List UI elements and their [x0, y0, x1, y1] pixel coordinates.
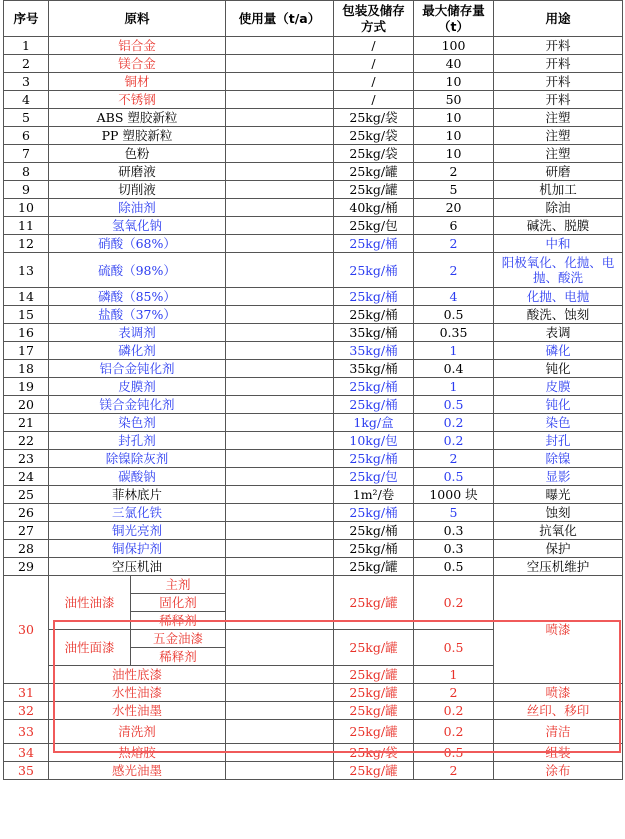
table-row	[4, 486, 623, 504]
usage-cell	[226, 576, 334, 630]
use-cell: 中和	[494, 235, 623, 253]
pack-cell: /	[334, 91, 414, 109]
table-row	[4, 576, 623, 594]
use-cell: 清洁	[494, 720, 623, 744]
use-cell: 开料	[494, 91, 623, 109]
material-cell: 硫酸（98%）	[49, 253, 226, 288]
row-no: 15	[4, 306, 49, 324]
use-cell: 注塑	[494, 109, 623, 127]
use-cell: 磷化	[494, 342, 623, 360]
usage-cell	[226, 91, 334, 109]
header-material: 原料	[49, 1, 226, 37]
oil-top-item: 五金油漆	[131, 630, 226, 648]
row-no: 17	[4, 342, 49, 360]
oil-paint-item: 主剂	[131, 576, 226, 594]
row-no: 9	[4, 181, 49, 199]
material-cell: 镁合金	[49, 55, 226, 73]
max-cell: 100	[414, 37, 494, 55]
table-row	[4, 378, 623, 396]
use-cell: 皮膜	[494, 378, 623, 396]
header-use: 用途	[494, 1, 623, 37]
usage-cell	[226, 450, 334, 468]
material-cell: 氢氧化钠	[49, 217, 226, 235]
max-cell: 0.5	[414, 468, 494, 486]
pack-cell: 10kg/包	[334, 432, 414, 450]
row-no: 28	[4, 540, 49, 558]
pack-cell: 25kg/桶	[334, 504, 414, 522]
max-cell: 0.4	[414, 360, 494, 378]
row-no: 3	[4, 73, 49, 91]
max-cell: 4	[414, 288, 494, 306]
use-cell: 蚀刻	[494, 504, 623, 522]
pack-cell: 25kg/罐	[334, 702, 414, 720]
use-cell: 钝化	[494, 396, 623, 414]
max-cell: 0.2	[414, 414, 494, 432]
max-cell: 0.3	[414, 540, 494, 558]
material-cell: ABS 塑胶新粒	[49, 109, 226, 127]
material-cell: 不锈钢	[49, 91, 226, 109]
use-cell: 喷漆	[494, 684, 623, 702]
use-cell: 表调	[494, 324, 623, 342]
usage-cell	[226, 73, 334, 91]
table-row	[4, 762, 623, 780]
max-cell: 2	[414, 235, 494, 253]
use-cell: 研磨	[494, 163, 623, 181]
row-no: 25	[4, 486, 49, 504]
table-row	[4, 468, 623, 486]
usage-cell	[226, 306, 334, 324]
max-cell: 2	[414, 762, 494, 780]
row-no: 35	[4, 762, 49, 780]
material-cell: 色粉	[49, 145, 226, 163]
usage-cell	[226, 235, 334, 253]
use-cell: 空压机维护	[494, 558, 623, 576]
material-cell: 除镍除灰剂	[49, 450, 226, 468]
material-cell: 磷化剂	[49, 342, 226, 360]
pack-cell: 1m²/卷	[334, 486, 414, 504]
use-cell: 曝光	[494, 486, 623, 504]
table-row	[4, 684, 623, 702]
max-cell: 0.2	[414, 432, 494, 450]
usage-cell	[226, 181, 334, 199]
header-no: 序号	[4, 1, 49, 37]
pack-cell: 25kg/罐	[334, 576, 414, 630]
max-cell: 2	[414, 684, 494, 702]
table-row	[4, 702, 623, 720]
use-cell: 机加工	[494, 181, 623, 199]
use-cell: 酸洗、蚀刻	[494, 306, 623, 324]
table-body-tail	[4, 684, 623, 780]
usage-cell	[226, 630, 334, 666]
pack-cell: 25kg/罐	[334, 684, 414, 702]
use-cell: 注塑	[494, 127, 623, 145]
max-cell: 0.2	[414, 720, 494, 744]
usage-cell	[226, 486, 334, 504]
usage-cell	[226, 432, 334, 450]
pack-cell: 35kg/桶	[334, 360, 414, 378]
table-row	[4, 432, 623, 450]
materials-table-wrapper	[3, 0, 622, 780]
row-no: 19	[4, 378, 49, 396]
material-cell: 水性油漆	[49, 684, 226, 702]
pack-cell: 40kg/桶	[334, 199, 414, 217]
row-no: 20	[4, 396, 49, 414]
max-cell: 5	[414, 504, 494, 522]
pack-cell: 25kg/袋	[334, 744, 414, 762]
use-cell: 碱洗、脱膜	[494, 217, 623, 235]
table-row	[4, 324, 623, 342]
pack-cell: 25kg/桶	[334, 522, 414, 540]
row-no: 27	[4, 522, 49, 540]
row-no: 4	[4, 91, 49, 109]
pack-cell: 25kg/罐	[334, 720, 414, 744]
use-cell: 封孔	[494, 432, 623, 450]
row-no: 11	[4, 217, 49, 235]
oil-top-item: 稀释剂	[131, 648, 226, 666]
table-row	[4, 199, 623, 217]
max-cell: 0.5	[414, 744, 494, 762]
header-row	[4, 1, 623, 37]
material-cell: 热熔胶	[49, 744, 226, 762]
table-row	[4, 217, 623, 235]
table-row	[4, 288, 623, 306]
use-cell: 注塑	[494, 145, 623, 163]
material-cell: 感光油墨	[49, 762, 226, 780]
use-cell: 开料	[494, 37, 623, 55]
table-row	[4, 37, 623, 55]
material-cell: 铝合金钝化剂	[49, 360, 226, 378]
usage-cell	[226, 522, 334, 540]
row-no: 18	[4, 360, 49, 378]
row-no: 7	[4, 145, 49, 163]
max-cell: 0.3	[414, 522, 494, 540]
pack-cell: /	[334, 73, 414, 91]
max-cell: 1	[414, 666, 494, 684]
material-cell: 铝合金	[49, 37, 226, 55]
usage-cell	[226, 37, 334, 55]
oil-paint-item: 固化剂	[131, 594, 226, 612]
table-row	[4, 414, 623, 432]
row-no: 31	[4, 684, 49, 702]
material-cell: 水性油墨	[49, 702, 226, 720]
pack-cell: 25kg/袋	[334, 109, 414, 127]
max-cell: 0.5	[414, 396, 494, 414]
max-cell: 40	[414, 55, 494, 73]
materials-table	[3, 0, 623, 780]
max-cell: 2	[414, 163, 494, 181]
table-row	[4, 127, 623, 145]
max-cell: 10	[414, 109, 494, 127]
row-no: 6	[4, 127, 49, 145]
oil-paint-item: 稀释剂	[131, 612, 226, 630]
material-cell: 空压机油	[49, 558, 226, 576]
table-row	[4, 720, 623, 744]
usage-cell	[226, 145, 334, 163]
usage-cell	[226, 702, 334, 720]
pack-cell: 25kg/罐	[334, 630, 414, 666]
table-row	[4, 396, 623, 414]
pack-cell: 25kg/包	[334, 217, 414, 235]
max-cell: 2	[414, 253, 494, 288]
max-cell: 0.5	[414, 306, 494, 324]
use-cell: 染色	[494, 414, 623, 432]
table-row	[4, 91, 623, 109]
material-cell: 研磨液	[49, 163, 226, 181]
material-cell: 除油剂	[49, 199, 226, 217]
pack-cell: 25kg/罐	[334, 558, 414, 576]
usage-cell	[226, 744, 334, 762]
pack-cell: 25kg/桶	[334, 235, 414, 253]
table-row	[4, 181, 623, 199]
oil-base-label: 油性底漆	[49, 666, 226, 684]
use-cell: 显影	[494, 468, 623, 486]
material-cell: 三氯化铁	[49, 504, 226, 522]
table-row	[4, 163, 623, 181]
use-cell: 阳极氧化、化抛、电抛、酸洗	[494, 253, 623, 288]
use-cell: 除油	[494, 199, 623, 217]
table-body	[4, 37, 623, 576]
max-cell: 1000 块	[414, 486, 494, 504]
oil-paint-label: 油性油漆	[49, 576, 131, 630]
usage-cell	[226, 288, 334, 306]
usage-cell	[226, 342, 334, 360]
usage-cell	[226, 720, 334, 744]
table-row	[4, 73, 623, 91]
table-row	[4, 253, 623, 288]
pack-cell: 25kg/袋	[334, 127, 414, 145]
use-cell: 抗氧化	[494, 522, 623, 540]
max-cell: 0.2	[414, 576, 494, 630]
material-cell: 菲林底片	[49, 486, 226, 504]
max-cell: 10	[414, 127, 494, 145]
pack-cell: /	[334, 37, 414, 55]
material-cell: 封孔剂	[49, 432, 226, 450]
use-cell: 组装	[494, 744, 623, 762]
row-no: 30	[4, 576, 49, 684]
use-cell: 开料	[494, 55, 623, 73]
max-cell: 10	[414, 145, 494, 163]
row-no: 24	[4, 468, 49, 486]
row-no: 10	[4, 199, 49, 217]
header-max-storage: 最大储存量（t）	[414, 1, 494, 37]
max-cell: 1	[414, 342, 494, 360]
use-cell: 保护	[494, 540, 623, 558]
pack-cell: 25kg/桶	[334, 306, 414, 324]
pack-cell: 25kg/桶	[334, 450, 414, 468]
table-row	[4, 55, 623, 73]
usage-cell	[226, 666, 334, 684]
max-cell: 20	[414, 199, 494, 217]
material-cell: 表调剂	[49, 324, 226, 342]
row-no: 13	[4, 253, 49, 288]
use-cell: 开料	[494, 73, 623, 91]
pack-cell: 25kg/罐	[334, 181, 414, 199]
material-cell: 切削液	[49, 181, 226, 199]
pack-cell: 25kg/袋	[334, 145, 414, 163]
material-cell: 碳酸钠	[49, 468, 226, 486]
row-no: 14	[4, 288, 49, 306]
table-row	[4, 306, 623, 324]
use-cell: 涂布	[494, 762, 623, 780]
usage-cell	[226, 55, 334, 73]
material-cell: 染色剂	[49, 414, 226, 432]
pack-cell: 1kg/盒	[334, 414, 414, 432]
material-cell: 铜材	[49, 73, 226, 91]
usage-cell	[226, 127, 334, 145]
usage-cell	[226, 253, 334, 288]
row-no: 26	[4, 504, 49, 522]
pack-cell: 25kg/罐	[334, 666, 414, 684]
pack-cell: 25kg/桶	[334, 288, 414, 306]
material-cell: 铜保护剂	[49, 540, 226, 558]
row-no: 5	[4, 109, 49, 127]
pack-cell: 35kg/桶	[334, 324, 414, 342]
material-cell: PP 塑胶新粒	[49, 127, 226, 145]
use-cell: 喷漆	[494, 576, 623, 684]
table-row	[4, 450, 623, 468]
material-cell: 镁合金钝化剂	[49, 396, 226, 414]
table-row	[4, 504, 623, 522]
usage-cell	[226, 396, 334, 414]
pack-cell: 25kg/桶	[334, 378, 414, 396]
table-row	[4, 145, 623, 163]
usage-cell	[226, 217, 334, 235]
pack-cell: 25kg/桶	[334, 540, 414, 558]
oil-top-label: 油性面漆	[49, 630, 131, 666]
usage-cell	[226, 684, 334, 702]
usage-cell	[226, 414, 334, 432]
usage-cell	[226, 360, 334, 378]
row-no: 32	[4, 702, 49, 720]
usage-cell	[226, 558, 334, 576]
use-cell: 丝印、移印	[494, 702, 623, 720]
table-row	[4, 540, 623, 558]
material-cell: 铜光亮剂	[49, 522, 226, 540]
max-cell: 1	[414, 378, 494, 396]
material-cell: 皮膜剂	[49, 378, 226, 396]
pack-cell: 35kg/桶	[334, 342, 414, 360]
row-no: 8	[4, 163, 49, 181]
row-no: 22	[4, 432, 49, 450]
table-row	[4, 109, 623, 127]
max-cell: 10	[414, 73, 494, 91]
row-no: 34	[4, 744, 49, 762]
row-no: 29	[4, 558, 49, 576]
pack-cell: 25kg/罐	[334, 762, 414, 780]
max-cell: 0.35	[414, 324, 494, 342]
usage-cell	[226, 762, 334, 780]
max-cell: 0.2	[414, 702, 494, 720]
use-cell: 化抛、电抛	[494, 288, 623, 306]
material-cell: 清洗剂	[49, 720, 226, 744]
usage-cell	[226, 540, 334, 558]
usage-cell	[226, 163, 334, 181]
row-30-group	[4, 576, 623, 684]
pack-cell: 25kg/桶	[334, 396, 414, 414]
max-cell: 0.5	[414, 558, 494, 576]
material-cell: 盐酸（37%）	[49, 306, 226, 324]
usage-cell	[226, 109, 334, 127]
material-cell: 磷酸（85%）	[49, 288, 226, 306]
table-row	[4, 235, 623, 253]
max-cell: 5	[414, 181, 494, 199]
pack-cell: 25kg/桶	[334, 253, 414, 288]
header-usage: 使用量（t/a）	[226, 1, 334, 37]
usage-cell	[226, 468, 334, 486]
max-cell: 2	[414, 450, 494, 468]
row-no: 23	[4, 450, 49, 468]
max-cell: 6	[414, 217, 494, 235]
row-no: 2	[4, 55, 49, 73]
row-no: 1	[4, 37, 49, 55]
row-no: 16	[4, 324, 49, 342]
usage-cell	[226, 199, 334, 217]
max-cell: 0.5	[414, 630, 494, 666]
pack-cell: 25kg/罐	[334, 163, 414, 181]
use-cell: 钝化	[494, 360, 623, 378]
table-row	[4, 360, 623, 378]
material-cell: 硝酸（68%）	[49, 235, 226, 253]
table-row	[4, 558, 623, 576]
pack-cell: 25kg/包	[334, 468, 414, 486]
row-no: 33	[4, 720, 49, 744]
header-packaging: 包装及储存方式	[334, 1, 414, 37]
table-row	[4, 744, 623, 762]
pack-cell: /	[334, 55, 414, 73]
max-cell: 50	[414, 91, 494, 109]
use-cell: 除镍	[494, 450, 623, 468]
row-no: 21	[4, 414, 49, 432]
usage-cell	[226, 504, 334, 522]
table-row	[4, 522, 623, 540]
usage-cell	[226, 378, 334, 396]
table-row	[4, 342, 623, 360]
row-no: 12	[4, 235, 49, 253]
usage-cell	[226, 324, 334, 342]
